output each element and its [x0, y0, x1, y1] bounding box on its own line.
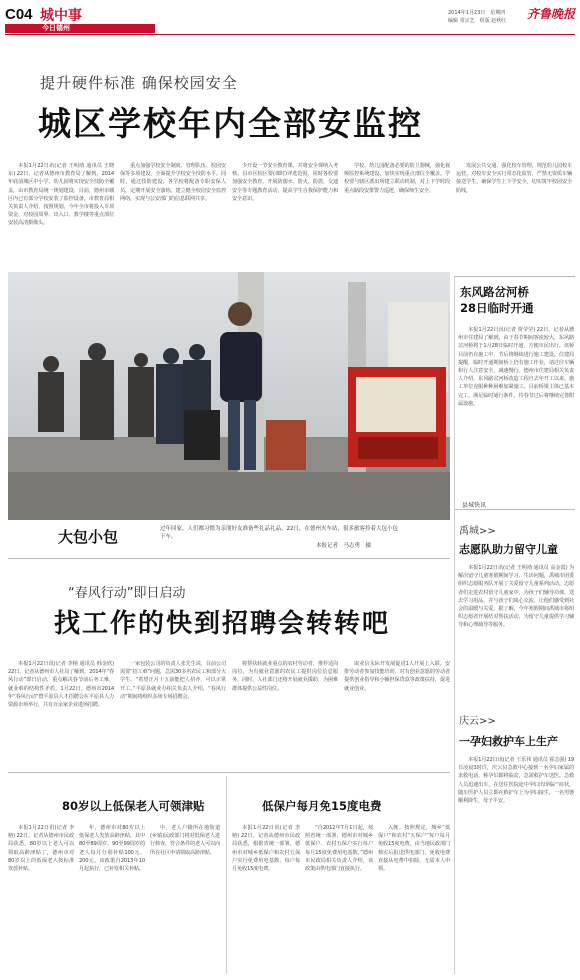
story2-col-4: 取业信永际开发展促进1人开展上入联。安排劳动者参加技能培训，对有创业意愿的劳动者提供创业指导和小额担保贷款等政策扶持，促进就业创业。	[344, 661, 450, 692]
page-code: C04	[5, 6, 33, 23]
story2-col-1: 本报1月22日讯(记者 李榕 通讯员 韩金欣) 22日，记者从德州市人社局了解到，2014年“春风行动”即日启动，重点解决春节前后务工难、就业难的结构性矛盾。1月22日，德州市2014年“春风行动”暨平原县人才招聘会在平原县人力资源市场举行，共有百余家企业进场招聘。	[8, 661, 114, 709]
tag-rule	[455, 509, 575, 510]
section-title: 城中事	[40, 8, 82, 24]
qingyun-tag: 庆云>>	[459, 716, 496, 727]
lead-col-2: 重点加强学校安全制度、管理队伍、校园安保等多项建设，全面提升学校安全技防水平。同时，通过技防建设，各学校将配备专职安保人员，定期开展安全演练，建立健全校园安全监控网络，实现与公安部门的信息联网共享。	[120, 163, 226, 202]
news-photo	[8, 272, 450, 520]
lead-col-1: 本报1月22日讯(记者 王明靖 通讯员 王晓东) 22日，记者从德州市教育局了解到，2014年底前城区中小学、幼儿园将实现安全技防全覆盖，由市教育局统一规划建设。目前，德州市城区内已有部分学校安装了监控设备。市教育局相关负责人介绍，按照规划，今年全市将投入专项资金，对校园周界、出入口、教学楼等重点部位安装高清摄像头。	[8, 163, 114, 227]
story3-headline: 80岁以上低保老人可领津贴	[62, 799, 205, 813]
masthead-rule	[5, 34, 575, 35]
story3-col-1: 本报1月22日讯(记者 李榕) 22日，记者从德州市民政局获悉，80岁以上老人可以领取高龄津贴了，德州市对80岁以上的低保老人按标准发放补贴。	[8, 825, 74, 873]
column-divider	[454, 276, 455, 974]
lead-kicker: 提升硬件标准 确保校园安全	[40, 74, 238, 92]
story2-kicker: “春风行动”即日启动	[68, 586, 186, 601]
photo-credit: 本报记者 马志勇 摄	[316, 543, 372, 549]
county-news-tag: 县城快讯	[462, 502, 487, 509]
story3-col-2: 年，德州市对80岁以上低保老人发放高龄津贴，其中80至89周岁、90至99周岁的老人每月分别补贴100元、200元。该政策自2013年10月起执行，已补发相关补贴。	[79, 825, 145, 873]
right-story2-headline: 志愿队助力留守儿童	[459, 543, 558, 556]
paper-logo: 齐鲁晚报	[527, 7, 576, 21]
story2-col-3: 将帮扶转就业重点的农村劳动者，推荐适岗岗位，为有就业意愿的农民工提供岗位信息服务。同时，人社部门还将开展就业援助，为困难群体提供公益性岗位。	[232, 661, 338, 692]
story-divider	[226, 776, 227, 974]
date-line: 2014年1月23日 星期四	[448, 10, 506, 16]
story3-top-rule	[8, 772, 450, 773]
story4-col-3: 入帐。按照规定，城乡“低保户”和农村“五保户”每户每月免收15度电费，由当地民政部门核实后报送供电部门，免收电费直接从电费中扣除，无需本人申领。	[378, 825, 450, 873]
masthead	[0, 0, 580, 34]
right-story3-headline: 一孕妇救护车上生产	[459, 735, 558, 748]
right-story1-body: 本报1月22日讯(记者 贾莹莹) 22日，记者从德州市住建局了解到，由于春节期间客流较大，东风路岔河桥将于1月28日临时开通，方便市民出行。该桥目前仍在施工中，节后将继续进行施工建设。住建局提醒，临时开通期间桥上仍有施工作业，请过往车辆和行人注意安全，减速慢行。德州市住建局相关负责人介绍，东风路岔河桥改造工程自去年开工以来，施工单位克服种种困难加紧施工。目前桥梁主体已基本完工，满足临时通行条件，待春节过后将继续完善附属设施。	[458, 327, 574, 407]
yucheng-tag: 禹城>>	[459, 526, 496, 537]
subsection-label: 今日德州	[42, 24, 70, 32]
story4-col-2: “自2012年7月1日起，按照省统一部署，德州市对城乡低保户、农村五保户实行每户每月15度免费用电基数。”德州市民政局相关负责人介绍，该政策由供电部门直接执行。	[305, 825, 373, 873]
story2-headline: 找工作的快到招聘会转转吧	[54, 609, 391, 639]
story2-col-2: 一家包装公司的负责人张先生说，目前公司需要“招工难”问题，急需30多名农民工和部分大学生。“希望正月十五前能把人招齐，可以正常开工。”平原县就业办相关负责人介绍，“春风行动”期间将组织多场专场招聘会。	[120, 661, 226, 700]
lead-col-5: 发展公共交通、强化校车管理，规范幼儿园校车运营。对校车安全实行常态化监管，严禁无资质车辆接送学生，确保学生上下学安全，切实筑牢校园安全防线。	[456, 163, 572, 194]
right-story1-headline: 东风路岔河桥 28日临时开通	[460, 285, 534, 315]
lead-headline: 城区学校年内全部安监控	[38, 104, 423, 143]
story4-col-1: 本报1月22日讯(记者 李榕) 22日，记者从德州市民政局获悉，根据省统一部署，德州市对城乡低保户和农村五保户实行免费用电基数，每户每月免收15度电费。	[232, 825, 300, 873]
right-divider	[455, 276, 575, 277]
photo-caption: 过年回家，人们都习惯为亲朋好友准备些礼品礼品。22日，在德州火车站，很多旅客拎着大包小包下车。	[160, 526, 399, 540]
right-story3-body: 本报1月22日讯(记者 王乐伟 通讯员 霍志强) 19日凌晨3时许，庆云县急救中心接到一名孕妇家属的求救电话，称孕妇即将临盆，急需救护车送医。急救人员迅速出车，在送往医院途中孕妇出现临产症状，随车医护人员立即在救护车上为孕妇接生，一名男婴顺利降生，母子平安。	[458, 757, 574, 805]
story3-col-3: 中，老人户籍所在地街道(乡镇)民政部门将对低保老人进行核查，符合条件的老人可以向所在社区申请领取高龄津贴。	[150, 825, 220, 856]
editor-line: 编辑 常宗艺 组版 赵秋红	[448, 18, 507, 24]
section-bar	[5, 24, 155, 33]
lead-col-4: 学校、幼儿园配备必要的防卫器械，强化视频监控系统建设，加快实现重点部位全覆盖。学校要与辖区派出所建立联动机制，对上下学时段重点路段安排警力巡逻，确保师生安全。	[344, 163, 450, 194]
photo-title: 大包小包	[58, 528, 119, 546]
story2-top-rule	[8, 558, 450, 559]
lead-col-3: 少开设一节安全教育课，并将安全课纳入考核，县市区校区要(课时)评选范围。同时各校要加强安全教育，开展防溺水、防火、防震、交通安全等专题教育活动，提高学生自我保护能力和安全意识。	[232, 163, 338, 202]
story4-headline: 低保户每月免15度电费	[262, 799, 382, 813]
right-story2-body: 本报1月22日讯(记者 王明靖 通讯员 高金霞) 为解决留守儿童寒假期间学习、生活问题，禹城市团委组织志愿服务队开展了关爱留守儿童系列活动。志愿者们走进农村留守儿童家中，为孩子们辅导功课、送去学习用品，并与孩子们谈心交流，让他们感受到社会的温暖与关爱。据了解，今年寒假期间禹城市将组织志愿者开展结对帮扶活动，为留守儿童提供学习辅导和心理疏导等服务。	[458, 565, 574, 629]
